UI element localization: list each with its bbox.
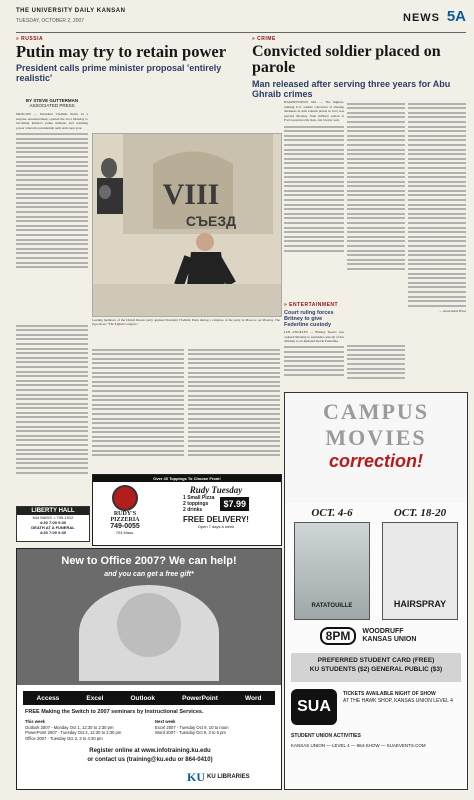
seminar-item: Excel 2007 - Tuesday Oct 9, 10 to noon (155, 724, 229, 730)
office-contact: or contact us (training@ku.edu or 864-0410) (87, 757, 213, 763)
office-app-tabs (23, 691, 275, 705)
left-story-headline: Putin may try to retain power (16, 42, 227, 61)
right-story-subhead: Man released after serving three years for Abu Ghraib crimes (252, 79, 451, 99)
seminar-item: Word 2007 - Tuesday Oct 9, 3 to 5 pm (155, 730, 226, 735)
sua-footer: KANSAS UNION — LEVEL 4 — 864-SHOW — SUAEVENTS.COM (291, 743, 426, 748)
liberty-hall-film: DEATH AT A FUNERAL (31, 525, 75, 530)
this-week-label: This week (25, 719, 46, 724)
left-story-continued (188, 346, 280, 366)
left-story-col-1b (16, 322, 88, 502)
sua-movie-1 (291, 507, 373, 620)
photo-caption: Leading members of the United Russia party applaud President Vladimir Putin during a congress of the party in Moscow on Monday. The sign shows "The Eighth Congress." (92, 318, 280, 327)
banner-sub: СЪЕЗД (185, 213, 237, 229)
liberty-hall-times-2: 4:30 7:00 9:30 (39, 530, 67, 535)
left-story-subhead: President calls prime minister proposal 'entirely realistic' (16, 63, 222, 83)
left-story-section: » RUSSIA (16, 36, 44, 42)
liberty-hall-address: 644 MASS. • 749-1912 (32, 515, 74, 520)
sua-campus-movies-ad (284, 392, 468, 790)
movie-2-date: OCT. 18-20 (393, 507, 447, 519)
banner-text: VIII (162, 178, 220, 211)
rudys-pizzeria-ad (92, 474, 282, 546)
rudys-line-2: 2 toppings (183, 501, 209, 507)
left-story-header (16, 36, 248, 96)
office-ad-hero (17, 549, 281, 685)
sua-sponsor: STUDENT UNION ACTIVITIES (291, 733, 361, 739)
rudys-deal-block (157, 485, 275, 541)
venue: WOODRUFF KANSAS UNION (362, 628, 417, 643)
rudys-logo: RUDY'S PIZZERIA (110, 511, 140, 523)
showtime: 8PM (320, 627, 357, 645)
tickets-line: TICKETS AVAILABLE NIGHT OF SHOW (343, 691, 436, 697)
left-story-lead: MOSCOW — President Vladimir Putin, in a surprise announcement, opened the door Monday to becoming Russia's prime minister and retaining power when his presidential term ends next year. (16, 112, 88, 130)
ratatouille-poster (294, 522, 370, 620)
left-story-col-1 (16, 98, 88, 318)
rudys-phone: 749-0055 (110, 523, 140, 530)
seminar-item: PowerPoint 2007 - Tuesday Oct 2, 12:30 to 2:30 pm (25, 730, 122, 735)
sua-logo: SUA (291, 689, 337, 725)
tab-outlook: Outlook (130, 694, 156, 702)
office-free-seminars: FREE Making the Switch to 2007 seminars by Instructional Services. (25, 709, 204, 715)
next-week-label: Next week (155, 719, 176, 724)
sua-tickets (343, 691, 461, 704)
rudys-title: Rudy Tuesday (189, 485, 243, 495)
seminar-item: Office 2007 - Tuesday Oct 2, 3 to 4:30 pm (25, 735, 103, 741)
office-register: Register online at www.infotraining.ku.edu (89, 748, 211, 754)
tab-word: Word (244, 694, 262, 702)
right-story-col-3 (408, 100, 466, 390)
office-2007-ad (16, 548, 282, 790)
ku-libraries-logo: KU KU LIBRARIES (187, 769, 250, 784)
right-story-section: » CRIME (252, 36, 276, 42)
pizza-icon (112, 485, 138, 511)
rudys-price: $7.99 (220, 497, 249, 511)
right-story-header (252, 36, 464, 100)
movie-1-date: OCT. 4-6 (311, 507, 353, 519)
paper-name: THE UNIVERSITY DAILY KANSAN (16, 8, 126, 14)
masthead (16, 6, 466, 33)
sua-showtime (291, 625, 461, 647)
right-story-lead: HAGERSTOWN, Md. — The highest-ranking U.S. soldier convicted of abusing detainees at Abu Ghraib prison in Iraq was paroled Monday from military prison at Fort Leavenworth, Kan., his lawyer said. (284, 100, 344, 123)
left-story-byline: BY STEVE GUTTERMAN (25, 98, 79, 103)
sua-movie-2 (379, 507, 461, 620)
rudys-logo-block (99, 485, 151, 541)
office-ad-title: New to Office 2007? We can help! (61, 555, 237, 567)
office-next-week (155, 719, 275, 736)
section-label: NEWS (403, 12, 440, 24)
left-story-agency: ASSOCIATED PRESS (29, 103, 75, 108)
movie-1-title: RATATOUILLE (311, 603, 353, 609)
right-story-credit: — Associated Press (439, 309, 466, 314)
sua-title-block (285, 393, 467, 503)
rudys-toppings: Over 40 Toppings To Choose From! (93, 475, 281, 482)
ku-icon: KU (187, 769, 205, 784)
entertainment-brief (284, 302, 344, 382)
photo-illustration (93, 134, 281, 316)
seminar-item: Outlook 2007 - Monday Oct 1, 12:30 to 2:30 pm (25, 724, 114, 730)
putin-congress-photo (92, 133, 282, 317)
price-line-2: KU STUDENTS ($2) GENERAL PUBLIC ($3) (309, 666, 443, 673)
right-story-col-2 (347, 100, 405, 340)
liberty-hall-ad (16, 506, 90, 542)
issue-date: TUESDAY, OCTOBER 2, 2007 (16, 18, 85, 24)
rudys-line-1: 1 Small Pizza (183, 495, 215, 501)
sua-prices (291, 653, 461, 682)
tab-powerpoint: PowerPoint (182, 694, 218, 702)
rudys-delivery: FREE DELIVERY! (183, 515, 249, 524)
page-number: 5A (446, 8, 466, 25)
brief-col-2 (347, 342, 405, 386)
liberty-hall-times-1: 4:30 7:00 9:30 (39, 520, 67, 525)
tab-access: Access (36, 694, 60, 702)
person-face (117, 593, 181, 657)
tickets-location: AT THE HAWK SHOP, KANSAS UNION LEVEL 4 (343, 697, 453, 704)
hairspray-poster (382, 522, 458, 620)
tab-excel: Excel (86, 694, 104, 702)
price-line-1: PREFERRED STUDENT CARD (FREE) (317, 657, 435, 664)
brief-lead: LOS ANGELES — Britney Spears was ordered Monday to surrender custody of her children to ex-husband Kevin Federline. (284, 330, 344, 344)
brief-headline: Court ruling forces Britney to give Federline custody (284, 310, 334, 328)
rudys-line-3: 2 drinks (183, 507, 203, 513)
office-ad-subtitle: and you can get a free gift* (104, 571, 194, 578)
right-story-col-1 (284, 100, 344, 300)
liberty-hall-name: LIBERTY HALL (17, 507, 89, 515)
right-story-headline: Convicted soldier placed on parole (252, 43, 441, 76)
rudys-address: 704 Mass. (115, 530, 135, 535)
movie-2-title: HAIRSPRAY (393, 599, 447, 609)
left-story-col-2 (92, 346, 184, 472)
sua-correction: correction! (328, 451, 424, 471)
sua-title-1: CAMPUS (322, 399, 430, 424)
office-this-week (25, 719, 151, 741)
sua-title-2: MOVIES (325, 425, 427, 450)
rudys-hours: Open 7 days a week (197, 524, 235, 529)
brief-section: » ENTERTAINMENT (284, 302, 339, 308)
